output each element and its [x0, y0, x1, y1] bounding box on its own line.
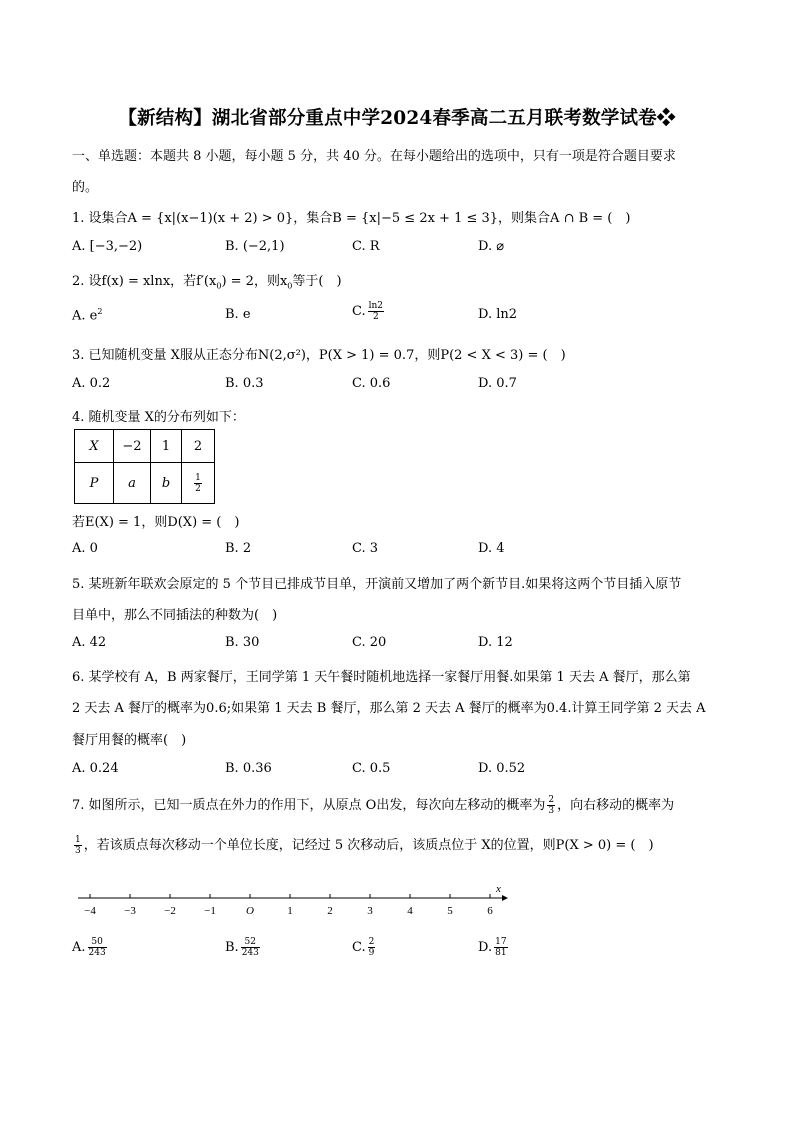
q1-option-d: D. ⌀ [478, 239, 505, 254]
tick-label: 6 [487, 905, 493, 917]
fraction-denominator: 243 [241, 948, 259, 958]
q7-option-c-label: C. [352, 940, 366, 955]
question-7-line1 [72, 794, 674, 816]
q5-option-d: D. 12 [478, 635, 513, 650]
q6-option-d: D. 0.52 [478, 761, 526, 776]
p-label: P [89, 475, 99, 491]
q7-option-b-label: B. [225, 940, 239, 955]
q4-option-a: A. 0 [72, 541, 98, 556]
axis-arrow [502, 895, 508, 901]
fraction-numerator: 52 [241, 937, 260, 948]
q7-fraction-left [547, 795, 555, 816]
q2-option-a-sup: 2 [97, 307, 103, 316]
question-6-line1: 6. 某学校有 A，B 两家餐厅，王同学第 1 天午餐时随机地选择一家餐厅用餐.如果第 1 天去 A 餐厅，那么第 [72, 670, 691, 685]
q2-stem-sub2: 0 [287, 281, 293, 291]
table-cell: 1 [151, 430, 182, 463]
q2-stem-part1: 2. 设f(x) = xlnx，若f′(x [72, 274, 217, 289]
fraction-numerator: 50 [88, 937, 107, 948]
q2-option-a [72, 307, 102, 323]
table-cell [75, 430, 114, 463]
q7-line1-part2: ，向右移动的概率为 [557, 798, 675, 813]
section-heading [72, 145, 676, 164]
page-title: 【新结构】湖北省部分重点中学2024春季高二五月联考数学试卷❖ [118, 108, 676, 129]
q2-option-b: B. e [225, 307, 251, 322]
q7-option-a [72, 937, 109, 958]
q3-option-c: C. 0.6 [352, 376, 391, 391]
question-6-line2: 2 天去 A 餐厅的概率为0.6;如果第 1 天去 B 餐厅，那么第 2 天去 A 餐厅的概率为0.4.计算王同学第 2 天去 A [72, 701, 706, 716]
q7-option-d-label: D. [478, 940, 493, 955]
q1-option-b: B. (−2,1) [225, 239, 285, 254]
question-1-stem: 1. 设集合A = {x|(x−1)(x + 2) > 0}，集合B = {x|−5 ≤ 2x + 1 ≤ 3}，则集合A ∩ B = ( ) [72, 211, 631, 226]
q2-stem-part3: 等于( ) [292, 274, 342, 289]
fraction-denominator: 3 [75, 846, 81, 856]
p3-fraction [194, 473, 202, 494]
p2-value: b [161, 475, 171, 491]
q3-option-a: A. 0.2 [72, 376, 111, 391]
q7-line2-text: ，若该质点每次移动一个单位长度，记经过 5 次移动后，该质点位于 X的位置，则P(X > 0) = ( ) [83, 838, 654, 853]
table-row [75, 463, 215, 504]
tick-label: 5 [447, 905, 453, 917]
q4-option-d: D. 4 [478, 541, 505, 556]
q7-line1-part1: 7. 如图所示，已知一质点在外力的作用下，从原点 O出发，每次向左移动的概率为 [72, 798, 546, 813]
q7-option-c [352, 937, 377, 958]
table-cell [151, 463, 182, 504]
q3-option-d: D. 0.7 [478, 376, 517, 391]
table-cell [182, 463, 215, 504]
fraction-denominator: 2 [195, 483, 201, 494]
fraction-numerator: 2 [548, 795, 555, 805]
q2-option-c [352, 301, 386, 322]
fraction-numerator: 1 [75, 835, 81, 845]
q5-option-b: B. 30 [225, 635, 260, 650]
q7-option-a-label: A. [72, 940, 86, 955]
tick-label: O [246, 905, 254, 917]
distribution-table [74, 429, 215, 504]
tick-label: 2 [327, 905, 333, 917]
q7-option-b [225, 937, 262, 958]
q2-option-d: D. ln2 [478, 307, 518, 322]
q2-option-c-label: C. [352, 304, 366, 319]
fraction-numerator: 1 [195, 472, 201, 483]
table-cell: 2 [182, 430, 215, 463]
q2-option-c-fraction [368, 301, 384, 322]
q4-option-c: C. 3 [352, 541, 379, 556]
q5-option-c: C. 20 [352, 635, 387, 650]
question-4-stem: 4. 随机变量 X的分布列如下： [72, 410, 245, 425]
question-7-line2 [72, 834, 654, 856]
section-heading-line2: 的。 [72, 180, 99, 195]
question-6-line3: 餐厅用餐的概率( ) [72, 733, 187, 748]
question-5-line1: 5. 某班新年联欢会原定的 5 个节目已排成节目单，开演前又增加了两个新节目.如果将这两个节目插入原节 [72, 577, 682, 592]
p1-value: a [128, 475, 136, 491]
q6-option-b: B. 0.36 [225, 761, 272, 776]
fraction-denominator: 243 [88, 948, 106, 958]
q2-stem-part2: ) = 2，则x [221, 274, 288, 289]
section-heading-line1: 一、单选题：本题共 8 小题，每小题 5 分，共 40 分。在每小题给出的选项中，只有一项是符合题目要求 [72, 149, 676, 164]
fraction-denominator: 81 [495, 948, 507, 958]
q7-option-a-fraction [88, 937, 107, 958]
fraction-numerator: ln2 [368, 301, 384, 311]
q4-condition: 若E(X) = 1，则D(X) = ( ) [72, 515, 240, 530]
q1-option-c: C. R [352, 239, 380, 254]
fraction-denominator: 3 [548, 806, 555, 816]
table-cell [75, 463, 114, 504]
q4-option-b: B. 2 [225, 541, 252, 556]
axis-label: x [496, 883, 501, 895]
tick-group [84, 894, 493, 917]
table-cell: −2 [114, 430, 151, 463]
q7-option-b-fraction [241, 937, 260, 958]
tick-label: −2 [164, 905, 176, 917]
x-label: X [89, 438, 99, 454]
q6-option-a: A. 0.24 [72, 761, 119, 776]
tick-label: 4 [407, 905, 413, 917]
q7-option-d-fraction [494, 937, 507, 958]
q7-option-d [478, 937, 510, 958]
question-2-stem [72, 270, 342, 291]
q7-option-c-fraction [368, 937, 376, 958]
q2-stem-sub1: 0 [216, 281, 222, 291]
fraction-denominator: 2 [372, 312, 379, 322]
tick-label: −3 [124, 905, 136, 917]
question-3-stem: 3. 已知随机变量 X服从正态分布N(2,σ²)，P(X > 1) = 0.7，则P(2 < X < 3) = ( ) [72, 348, 566, 363]
tick-label: 3 [367, 905, 373, 917]
q1-option-a: A. [−3,−2) [72, 239, 143, 254]
q6-option-c: C. 0.5 [352, 761, 391, 776]
tick-label: −4 [84, 905, 96, 917]
table-row [75, 430, 215, 463]
fraction-denominator: 9 [368, 948, 375, 958]
fraction-numerator: 17 [495, 937, 507, 947]
number-line-diagram [74, 880, 514, 922]
tick-label: −1 [204, 905, 216, 917]
question-5-line2: 目单中，那么不同插法的种数为( ) [72, 608, 278, 623]
q3-option-b: B. 0.3 [225, 376, 264, 391]
q5-option-a: A. 42 [72, 635, 107, 650]
tick-label: 1 [287, 905, 293, 917]
table-cell [114, 463, 151, 504]
q2-option-a-text: A. e [72, 308, 98, 324]
q7-fraction-right [74, 835, 82, 856]
fraction-numerator: 2 [368, 937, 375, 947]
